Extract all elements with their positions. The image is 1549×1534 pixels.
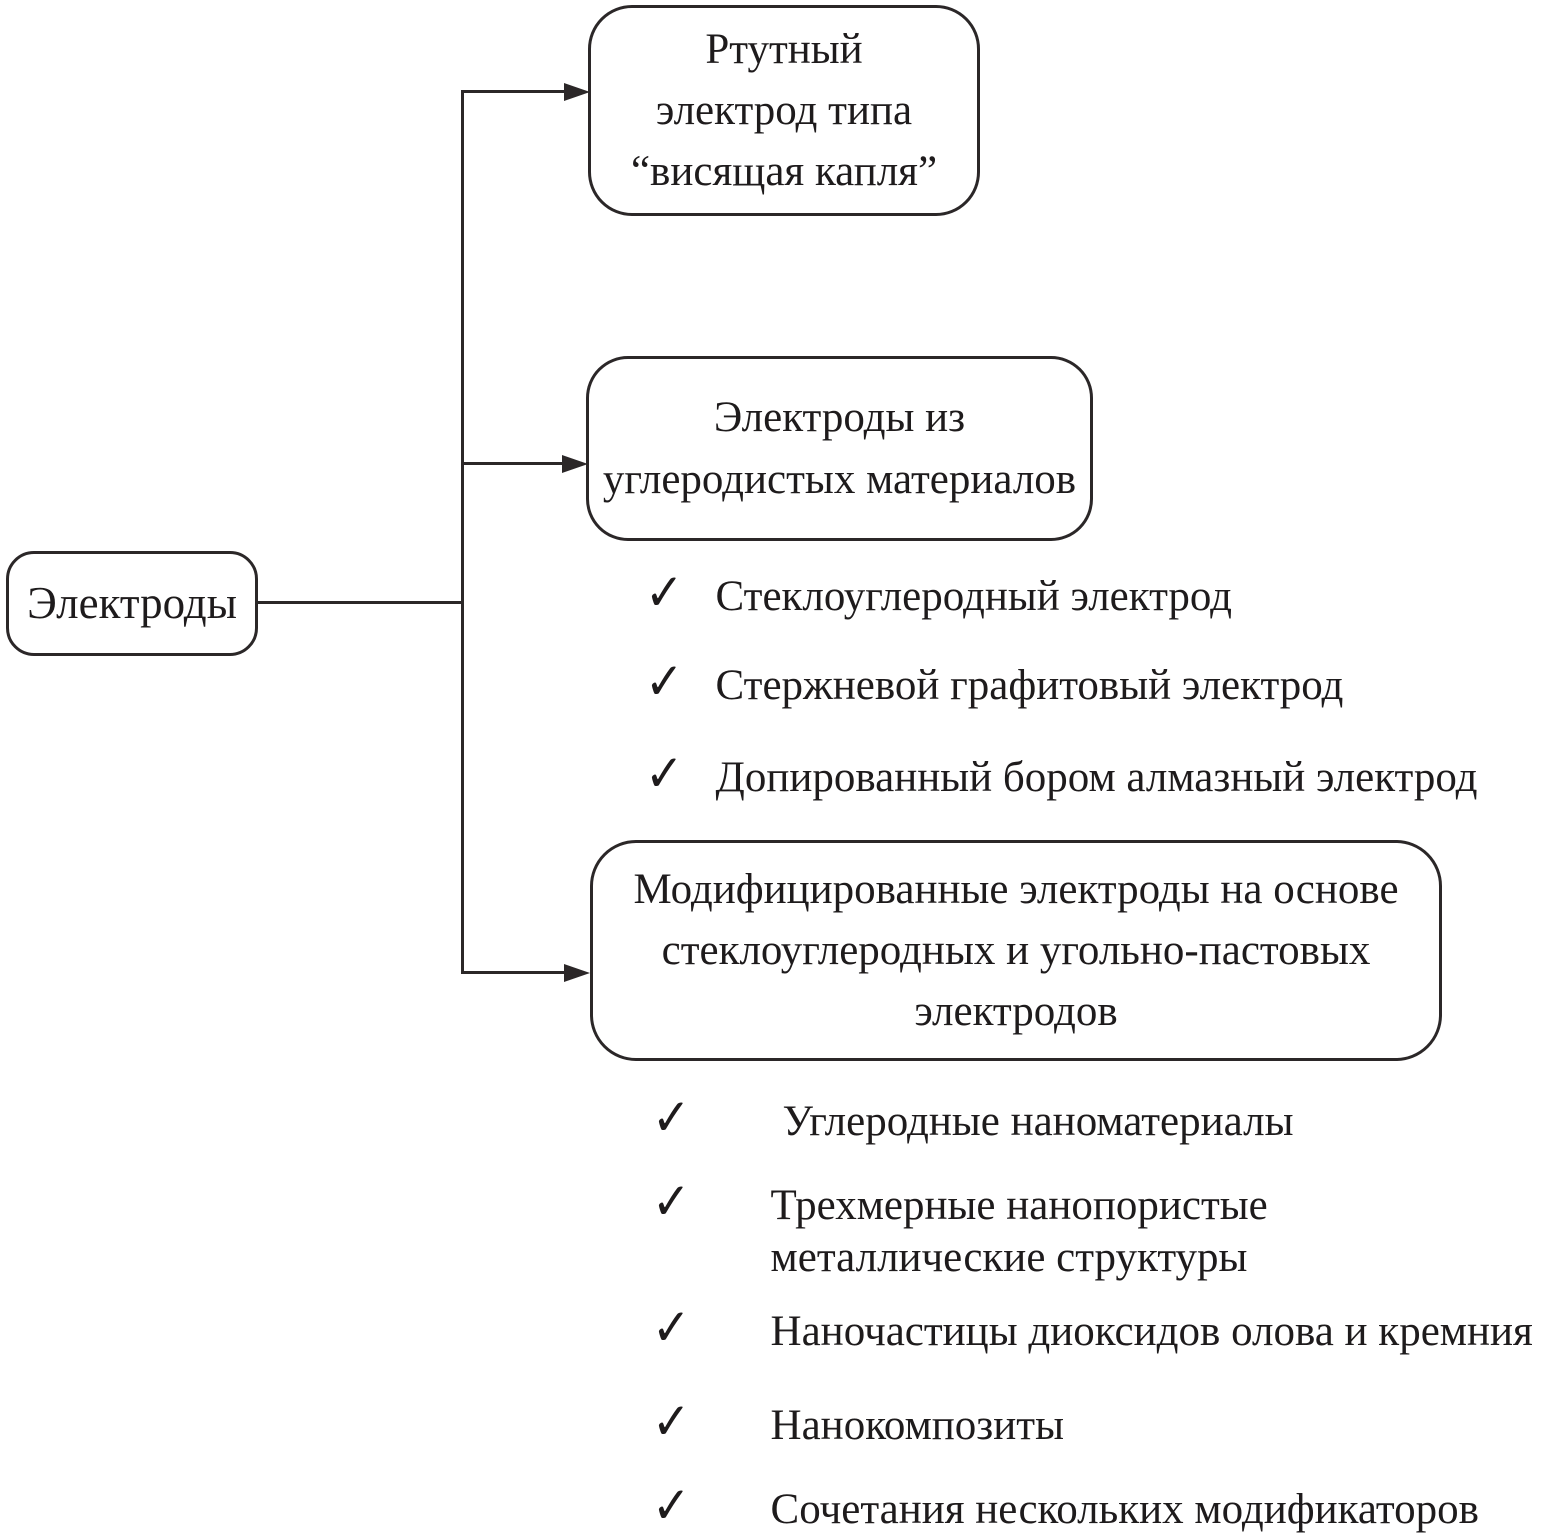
check-icon: ✓	[652, 1296, 691, 1358]
branch-box-mercury-electrode	[588, 5, 980, 216]
check-icon: ✓	[645, 561, 684, 623]
list-item-label: Сочетания нескольких модификаторов	[770, 1486, 1479, 1533]
branch-box-label-line: стеклоуглеродных и угольно-пастовых	[661, 926, 1371, 974]
branch-box-label-line: “висящая капля”	[630, 148, 938, 196]
trunk-vertical-line	[461, 90, 464, 974]
list-item-label: Углеродные наноматериалы	[782, 1098, 1294, 1145]
branch-box-label-line: электрод типа	[655, 86, 913, 134]
branch-box-label-line: Электроды из	[713, 394, 966, 442]
list-item-label: Наночастицы диоксидов олова и кремния	[770, 1308, 1533, 1355]
arrow-right-icon	[562, 455, 588, 473]
list-item-label: Допированный бором алмазный электрод	[715, 754, 1478, 801]
list-item	[652, 1170, 1549, 1285]
branch-box-modified-electrodes	[590, 840, 1442, 1061]
list-item-label: Стержневой графитовый электрод	[715, 662, 1344, 709]
branch-box-carbon-electrodes	[586, 356, 1093, 541]
connector-to-carbon-line	[461, 462, 566, 465]
list-item-label: Трехмерные нанопористые металлические структуры	[770, 1182, 1268, 1282]
arrow-right-icon	[564, 964, 590, 982]
list-item	[645, 561, 1233, 623]
branch-box-label-line: Ртутный	[705, 25, 863, 73]
list-item	[645, 650, 1344, 712]
list-item	[652, 1474, 1479, 1534]
branch-box-label-line: углеродистых материалов	[602, 455, 1077, 503]
branch-box-label-line: Модифицированные электроды на основе	[633, 865, 1399, 913]
list-item-label: Стеклоуглеродный электрод	[715, 573, 1233, 620]
list-item-label: Нанокомпозиты	[770, 1402, 1064, 1449]
check-icon: ✓	[652, 1170, 691, 1232]
check-icon: ✓	[652, 1086, 691, 1148]
connector-to-modified-line	[461, 971, 566, 974]
check-icon: ✓	[645, 650, 684, 712]
list-item	[652, 1296, 1533, 1358]
root-node-electrodes	[6, 551, 258, 656]
check-icon: ✓	[645, 742, 684, 804]
connector-to-mercury-line	[461, 90, 568, 93]
connector-from-root-line	[256, 601, 463, 604]
list-item	[652, 1086, 1294, 1148]
check-icon: ✓	[652, 1390, 691, 1452]
list-item	[645, 742, 1478, 804]
branch-box-label-line: электродов	[914, 988, 1118, 1036]
check-icon: ✓	[652, 1474, 691, 1534]
root-node-label: Электроды	[27, 577, 237, 628]
arrow-right-icon	[564, 83, 590, 101]
list-item	[652, 1390, 1064, 1452]
